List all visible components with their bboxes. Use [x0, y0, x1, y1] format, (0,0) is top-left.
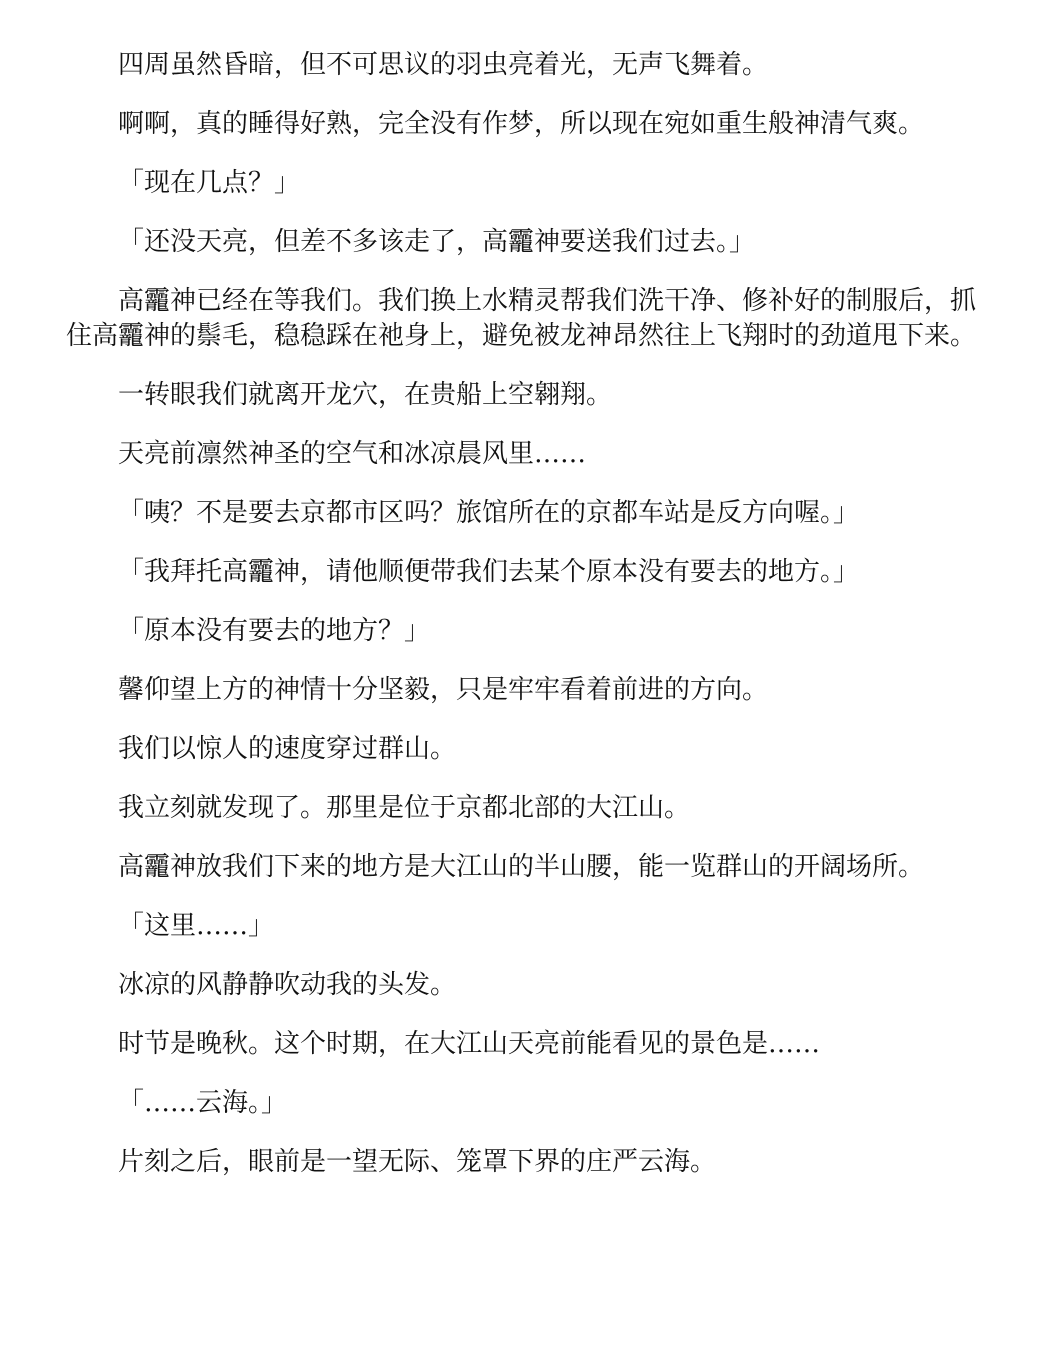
paragraph: 「原本没有要去的地方？」: [118, 616, 431, 646]
paragraph: 天亮前凛然神圣的空气和冰凉晨风里……: [118, 439, 587, 469]
paragraph: 四周虽然昏暗，但不可思议的羽虫亮着光，无声飞舞着。: [118, 50, 769, 80]
paragraph: 高龗神放我们下来的地方是大江山的半山腰，能一览群山的开阔场所。: [118, 852, 925, 882]
paragraph: 一转眼我们就离开龙穴，在贵船上空翱翔。: [118, 380, 613, 410]
paragraph: 我们以惊人的速度穿过群山。: [118, 734, 457, 764]
paragraph: 冰凉的风静静吹动我的头发。: [118, 970, 457, 1000]
paragraph: 「我拜托高龗神，请他顺便带我们去某个原本没有要去的地方。」: [118, 557, 860, 587]
paragraph: 「这里……」: [118, 911, 275, 941]
paragraph: 我立刻就发现了。那里是位于京都北部的大江山。: [118, 793, 691, 823]
paragraph: 「咦？不是要去京都市区吗？旅馆所在的京都车站是反方向喔。」: [118, 498, 860, 528]
paragraph: 「还没天亮，但差不多该走了，高龗神要送我们过去。」: [118, 227, 756, 257]
paragraph: 高龗神已经在等我们。我们换上水精灵帮我们洗干净、修补好的制服后，抓住高龗神的鬃毛，稳稳踩在祂身上，避免被龙神昂然往上飞翔时的劲道甩下来。: [66, 286, 977, 351]
paragraph: 时节是晚秋。这个时期，在大江山天亮前能看见的景色是……: [118, 1029, 821, 1059]
paragraph: 片刻之后，眼前是一望无际、笼罩下界的庄严云海。: [118, 1147, 717, 1177]
paragraph: 「现在几点？」: [118, 168, 301, 198]
paragraph: 馨仰望上方的神情十分坚毅，只是牢牢看着前进的方向。: [118, 675, 769, 705]
paragraph: 啊啊，真的睡得好熟，完全没有作梦，所以现在宛如重生般神清气爽。: [118, 109, 925, 139]
paragraph: 「……云海。」: [118, 1088, 288, 1118]
